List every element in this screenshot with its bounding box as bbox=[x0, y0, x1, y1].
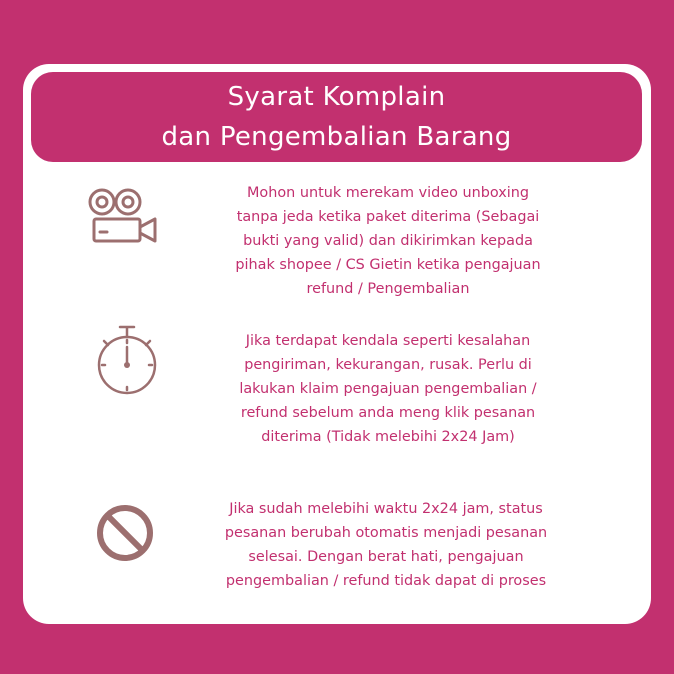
stopwatch-icon bbox=[94, 322, 160, 398]
text-line: pengiriman, kekurangan, rusak. Perlu di bbox=[244, 357, 532, 373]
text-line: pesanan berubah otomatis menjadi pesanan bbox=[224, 525, 548, 541]
text-line: pengembalian / refund tidak dapat di proses bbox=[225, 573, 547, 589]
prohibited-icon bbox=[95, 503, 155, 563]
info-text-3 bbox=[163, 497, 609, 593]
text-line: refund sebelum anda meng klik pesanan bbox=[240, 405, 536, 421]
text-line: tanpa jeda ketika paket diterima (Sebagai bbox=[236, 209, 540, 225]
video-camera-icon bbox=[85, 188, 159, 248]
title-line-2: dan Pengembalian Barang bbox=[161, 122, 512, 152]
info-text-1 bbox=[173, 181, 603, 301]
text-line: Jika sudah melebihi waktu 2x24 jam, status bbox=[229, 501, 543, 517]
text-line: bukti yang valid) dan dikirimkan kepada bbox=[243, 233, 533, 249]
info-card bbox=[23, 64, 651, 624]
title-banner bbox=[31, 72, 642, 162]
text-line: diterima (Tidak melebihi 2x24 Jam) bbox=[261, 429, 515, 445]
text-line: selesai. Dengan berat hati, pengajuan bbox=[248, 549, 524, 565]
info-text-2 bbox=[173, 329, 603, 449]
text-line: lakukan klaim pengajuan pengembalian / bbox=[239, 381, 537, 397]
text-line: Jika terdapat kendala seperti kesalahan bbox=[245, 333, 531, 349]
text-line: pihak shopee / CS Gietin ketika pengajuan bbox=[235, 257, 541, 273]
text-line: Mohon untuk merekam video unboxing bbox=[247, 185, 529, 201]
title-line-1: Syarat Komplain bbox=[227, 82, 446, 112]
text-line: refund / Pengembalian bbox=[306, 281, 470, 297]
